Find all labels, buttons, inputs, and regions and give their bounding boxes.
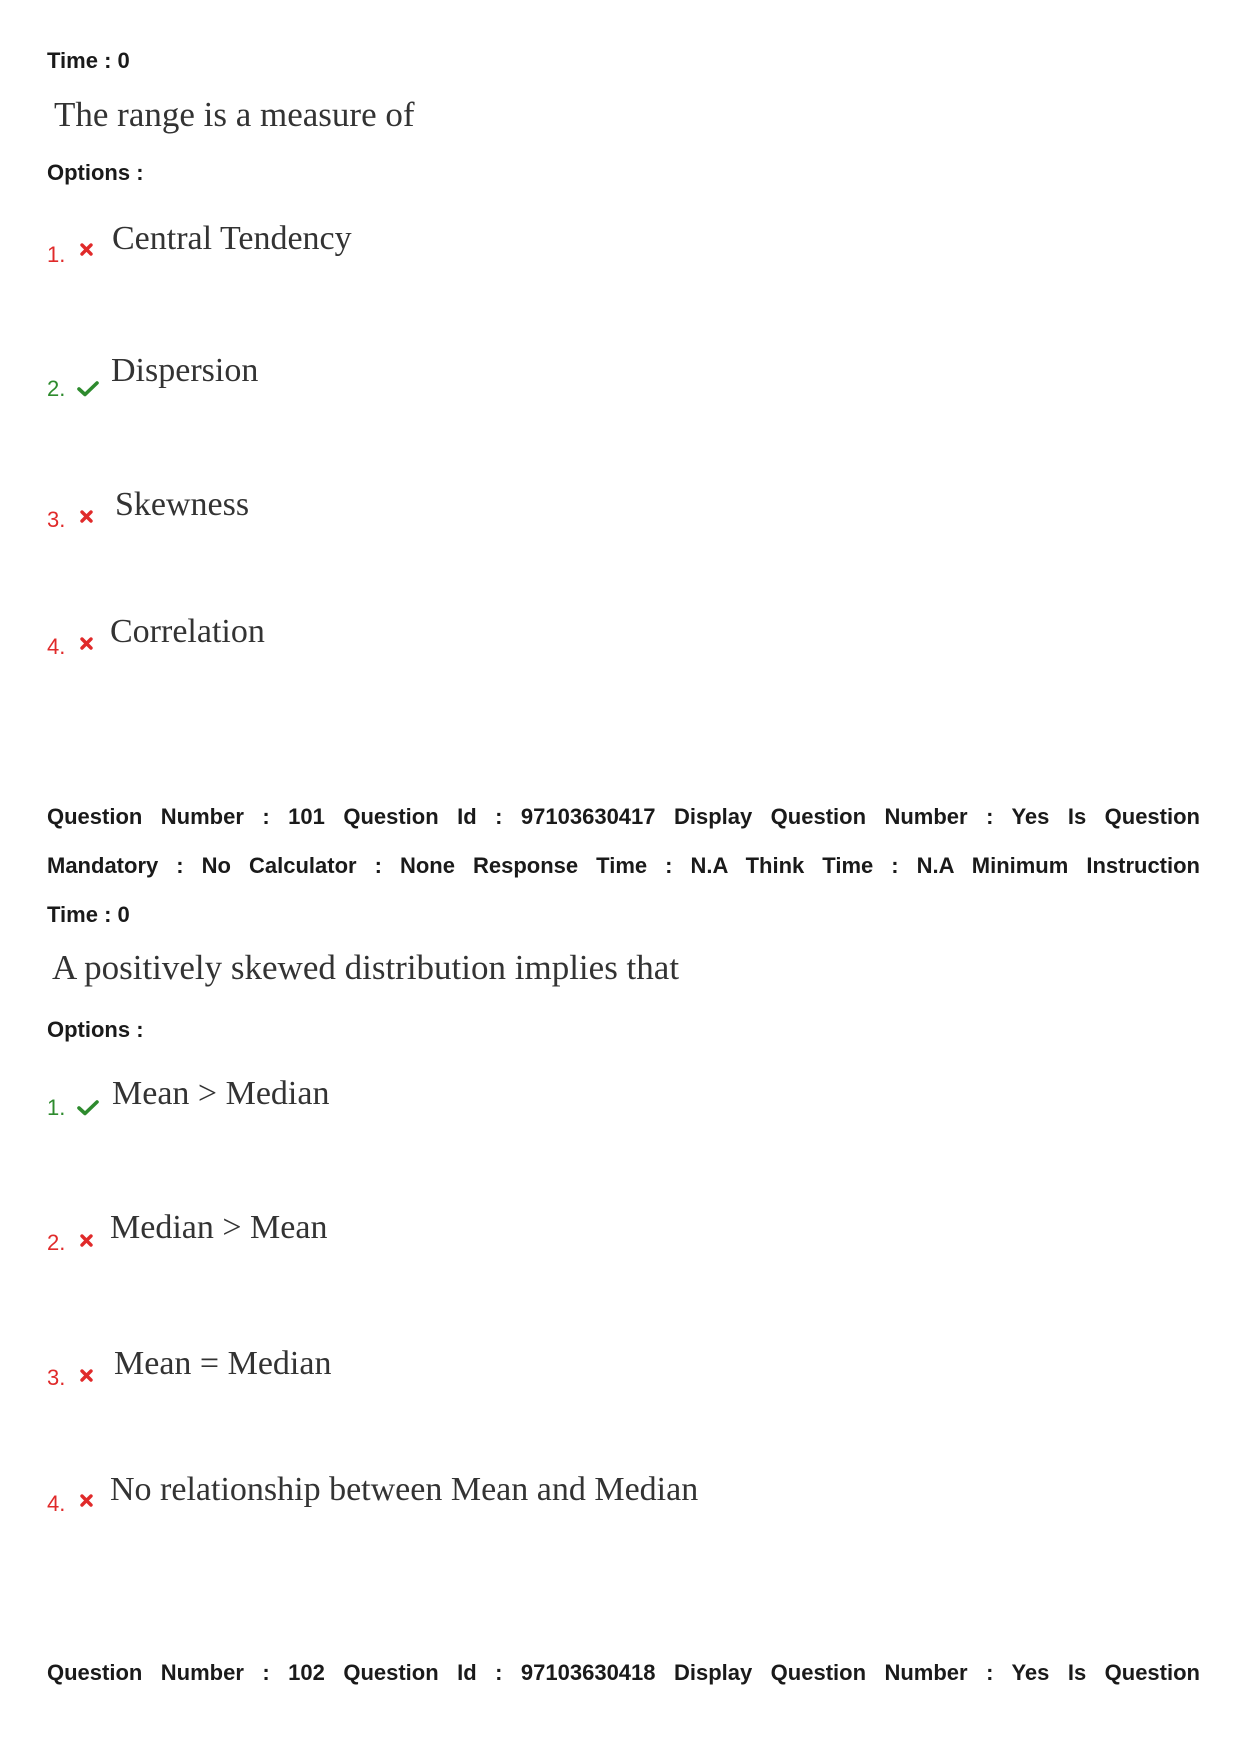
question-text: A positively skewed distribution implies that bbox=[52, 948, 680, 987]
option-number: 2. bbox=[47, 1230, 66, 1255]
option-number: 4. bbox=[47, 1491, 66, 1516]
cross-icon bbox=[80, 637, 93, 650]
cross-icon bbox=[80, 243, 93, 256]
option-text: Skewness bbox=[115, 486, 250, 523]
option-number: 1. bbox=[47, 1095, 66, 1120]
option-text: Mean > Median bbox=[112, 1075, 330, 1112]
option-number: 3. bbox=[47, 507, 66, 532]
question-header-line: Question Number : 101 Question Id : 97103630417 Display Question Number : Yes Is Question bbox=[47, 804, 1200, 829]
option-number: 1. bbox=[47, 242, 66, 267]
option-text: Mean = Median bbox=[114, 1345, 332, 1382]
cross-icon bbox=[80, 510, 93, 523]
option-text: Central Tendency bbox=[112, 220, 352, 257]
option-number: 3. bbox=[47, 1365, 66, 1390]
options-label: Options : bbox=[47, 160, 144, 185]
question-text: The range is a measure of bbox=[54, 95, 415, 134]
cross-icon bbox=[80, 1494, 93, 1507]
cross-icon bbox=[80, 1369, 93, 1382]
question-header-line: Mandatory : No Calculator : None Response Time : N.A Think Time : N.A Minimum Instruction bbox=[47, 853, 1200, 878]
option-text: No relationship between Mean and Median bbox=[110, 1471, 699, 1508]
options-label: Options : bbox=[47, 1017, 144, 1042]
question-header-line: Question Number : 102 Question Id : 97103630418 Display Question Number : Yes Is Question bbox=[47, 1660, 1200, 1685]
option-text: Correlation bbox=[110, 613, 265, 650]
time-line: Time : 0 bbox=[47, 902, 130, 927]
option-text: Median > Mean bbox=[110, 1209, 328, 1246]
option-text: Dispersion bbox=[111, 352, 259, 389]
check-icon bbox=[76, 1099, 100, 1116]
cross-icon bbox=[80, 1234, 93, 1247]
check-icon bbox=[76, 380, 100, 397]
option-number: 4. bbox=[47, 634, 66, 659]
time-line: Time : 0 bbox=[47, 48, 130, 73]
option-number: 2. bbox=[47, 376, 66, 401]
